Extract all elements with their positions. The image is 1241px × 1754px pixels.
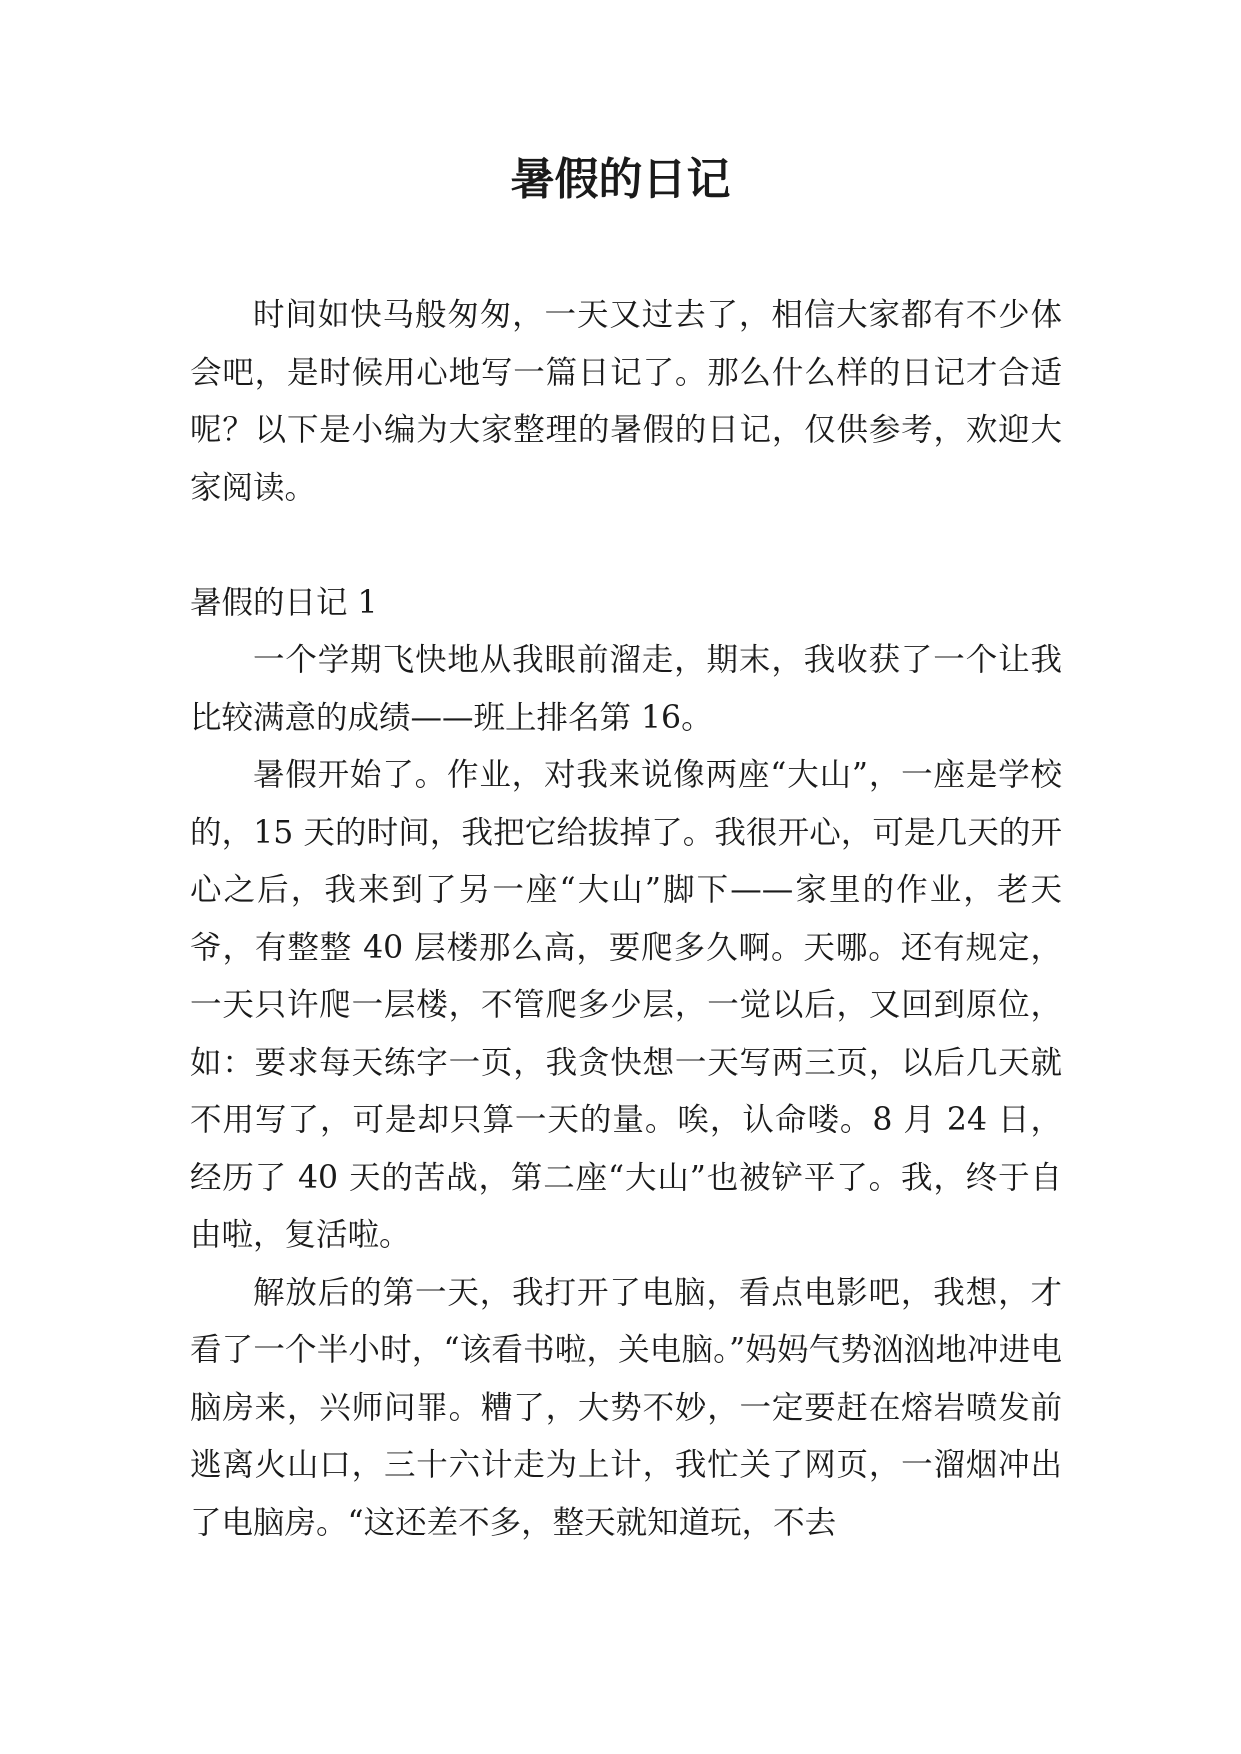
section-heading: 暑假的日记 1 <box>190 584 378 621</box>
intro-paragraph: 时间如快马般匆匆，一天又过去了，相信大家都有不少体会吧，是时候用心地写一篇日记了。那么什么样的日记才合适呢？以下是小编为大家整理的暑假的日记，仅供参考，欢迎大家阅读。 <box>190 297 1062 506</box>
body-paragraph: 一个学期飞快地从我眼前溜走，期末，我收获了一个让我比较满意的成绩——班上排名第 16。 <box>190 642 1062 736</box>
document-body <box>190 287 1062 1552</box>
body-paragraph: 解放后的第一天，我打开了电脑，看点电影吧，我想，才看了一个半小时，“该看书啦，关电脑。”妈妈气势汹汹地冲进电脑房来，兴师问罪。糟了，大势不妙，一定要赶在熔岩喷发前逃离火山口，三十六计走为上计，我忙关了网页，一溜烟冲出了电脑房。“这还差不多，整天就知道玩，不去 <box>190 1274 1062 1541</box>
document-title: 暑假的日记 <box>510 154 731 205</box>
body-paragraph: 暑假开始了。作业，对我来说像两座“大山”，一座是学校的，15 天的时间，我把它给拔掉了。我很开心，可是几天的开心之后，我来到了另一座“大山”脚下——家里的作业，老天爷，有整整 40 层楼那么高，要爬多久啊。天哪。还有规定，一天只许爬一层楼，不管爬多少层，一觉以后，又回到原位，如：要求每天练字一页，我贪快想一天写两三页，以后几天就不用写了，可是却只算一天的量。唉，认命喽。8 月 24 日，经历了 40 天的苦战，第二座“大山”也被铲平了。我，终于自由啦，复活啦。 <box>190 757 1062 1253</box>
